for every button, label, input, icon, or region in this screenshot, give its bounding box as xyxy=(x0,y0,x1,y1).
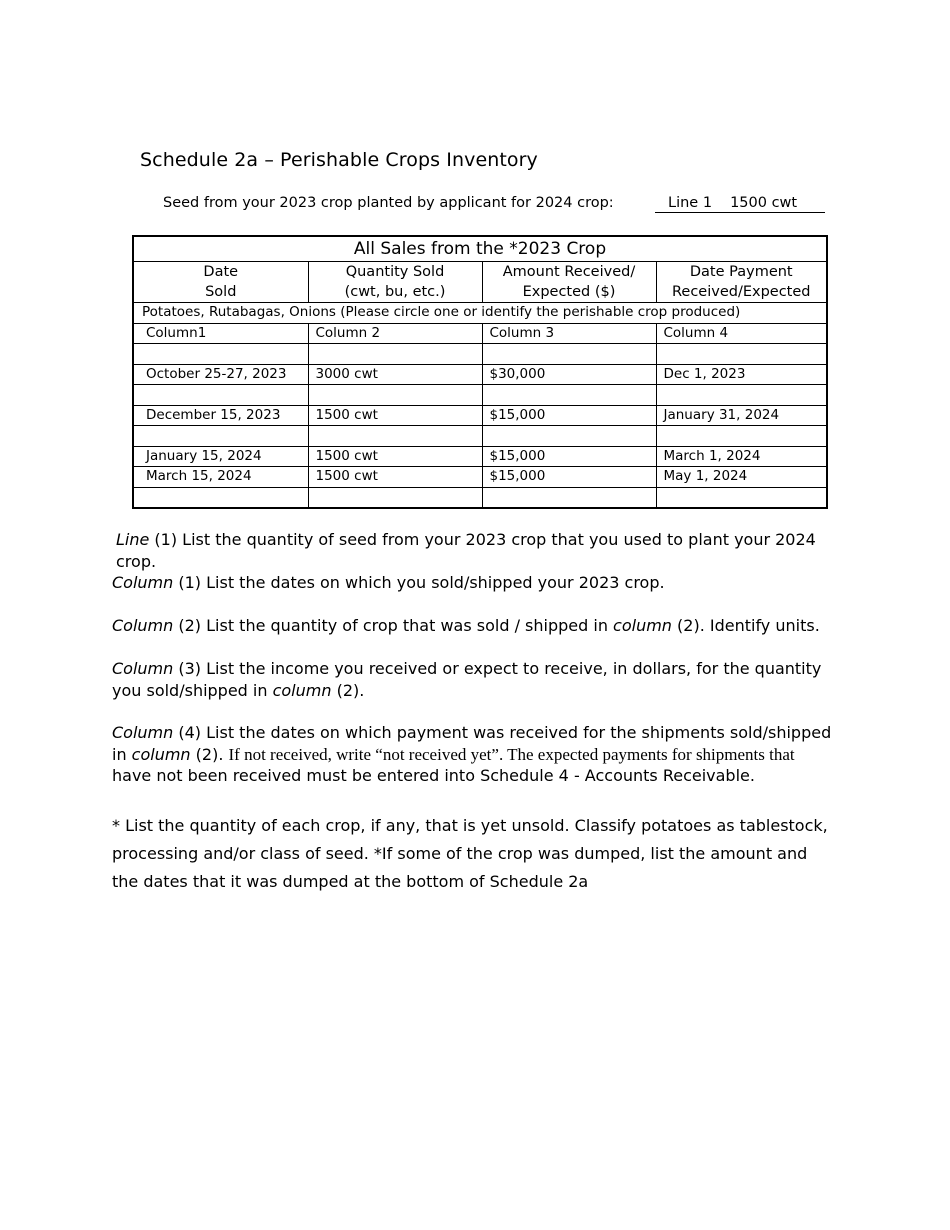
table-cell[interactable] xyxy=(482,385,656,406)
table-cell[interactable]: 1500 cwt xyxy=(308,405,482,426)
header-amount-received: Amount Received/ Expected ($) xyxy=(482,262,656,303)
table-cell[interactable] xyxy=(308,487,482,508)
footnote: * List the quantity of each crop, if any, that is yet unsold. Classify potatoes as tablestock, processing and/or class of seed. *If some of the crop was dumped, list the amount and the dates that it was dumped at the bottom of Schedule 2a xyxy=(112,816,828,891)
table-cell[interactable]: $15,000 xyxy=(482,405,656,426)
table-cell[interactable] xyxy=(308,344,482,365)
table-cell[interactable]: December 15, 2023 xyxy=(133,405,308,426)
table-cell[interactable]: $15,000 xyxy=(482,446,656,467)
instruction-line-1: Line (1) List the quantity of seed from your 2023 crop that you used to plant your 2024 crop. xyxy=(116,530,816,571)
header-date-payment: Date Payment Received/Expected xyxy=(656,262,827,303)
table-cell[interactable]: January 31, 2024 xyxy=(656,405,827,426)
table-title: All Sales from the *2023 Crop xyxy=(133,236,827,262)
table-cell[interactable]: March 1, 2024 xyxy=(656,446,827,467)
table-row xyxy=(133,446,827,467)
table-cell[interactable] xyxy=(133,385,308,406)
header-quantity-sold: Quantity Sold (cwt, bu, etc.) xyxy=(308,262,482,303)
table-cell[interactable]: 1500 cwt xyxy=(308,467,482,488)
table-row xyxy=(133,467,827,488)
table-cell[interactable] xyxy=(308,385,482,406)
table-row xyxy=(133,405,827,426)
sales-table xyxy=(132,235,828,509)
seed-line-value: 1500 cwt xyxy=(730,195,798,211)
column-label: Column 4 xyxy=(656,323,827,344)
table-cell[interactable] xyxy=(482,344,656,365)
table-cell[interactable] xyxy=(133,487,308,508)
instruction-column-4: Column (4) List the dates on which payment was received for the shipments sold/shipped in column (2). If not received, write “not received yet”. The expected payments for shipments that have not been received must be entered into Schedule 4 - Accounts Receivable. xyxy=(112,723,832,785)
seed-label: Seed from your 2023 crop planted by applicant for 2024 crop: xyxy=(163,195,614,211)
table-cell[interactable]: Dec 1, 2023 xyxy=(656,364,827,385)
seed-line-label: Line 1 xyxy=(668,195,713,211)
table-cell[interactable] xyxy=(656,426,827,447)
column-label-row xyxy=(133,323,827,344)
table-row xyxy=(133,385,827,406)
table-cell[interactable]: 3000 cwt xyxy=(308,364,482,385)
crop-note: Potatoes, Rutabagas, Onions (Please circle one or identify the perishable crop produced) xyxy=(133,303,827,324)
table-cell[interactable] xyxy=(482,487,656,508)
instruction-column-2: Column (2) List the quantity of crop that was sold / shipped in column (2). Identify units. xyxy=(112,616,820,635)
table-row xyxy=(133,426,827,447)
header-date-sold: Date Sold xyxy=(133,262,308,303)
table-cell[interactable] xyxy=(656,487,827,508)
table-cell[interactable]: October 25-27, 2023 xyxy=(133,364,308,385)
column-label: Column 3 xyxy=(482,323,656,344)
table-cell[interactable]: $30,000 xyxy=(482,364,656,385)
table-cell[interactable]: May 1, 2024 xyxy=(656,467,827,488)
table-row xyxy=(133,364,827,385)
table-cell[interactable] xyxy=(308,426,482,447)
table-cell[interactable]: $15,000 xyxy=(482,467,656,488)
table-cell[interactable] xyxy=(133,426,308,447)
table-cell[interactable] xyxy=(482,426,656,447)
table-cell[interactable] xyxy=(133,344,308,365)
page-title: Schedule 2a – Perishable Crops Inventory xyxy=(140,149,538,171)
table-cell[interactable] xyxy=(656,344,827,365)
instruction-column-3: Column (3) List the income you received or expect to receive, in dollars, for the quantity you sold/shipped in column (2). xyxy=(112,659,822,700)
table-cell[interactable]: January 15, 2024 xyxy=(133,446,308,467)
column-label: Column1 xyxy=(133,323,308,344)
seed-line-field xyxy=(655,195,825,213)
column-label: Column 2 xyxy=(308,323,482,344)
table-cell[interactable] xyxy=(656,385,827,406)
table-cell[interactable]: 1500 cwt xyxy=(308,446,482,467)
instruction-column-1: Column (1) List the dates on which you sold/shipped your 2023 crop. xyxy=(112,573,665,592)
table-row xyxy=(133,344,827,365)
table-row xyxy=(133,487,827,508)
table-cell[interactable]: March 15, 2024 xyxy=(133,467,308,488)
